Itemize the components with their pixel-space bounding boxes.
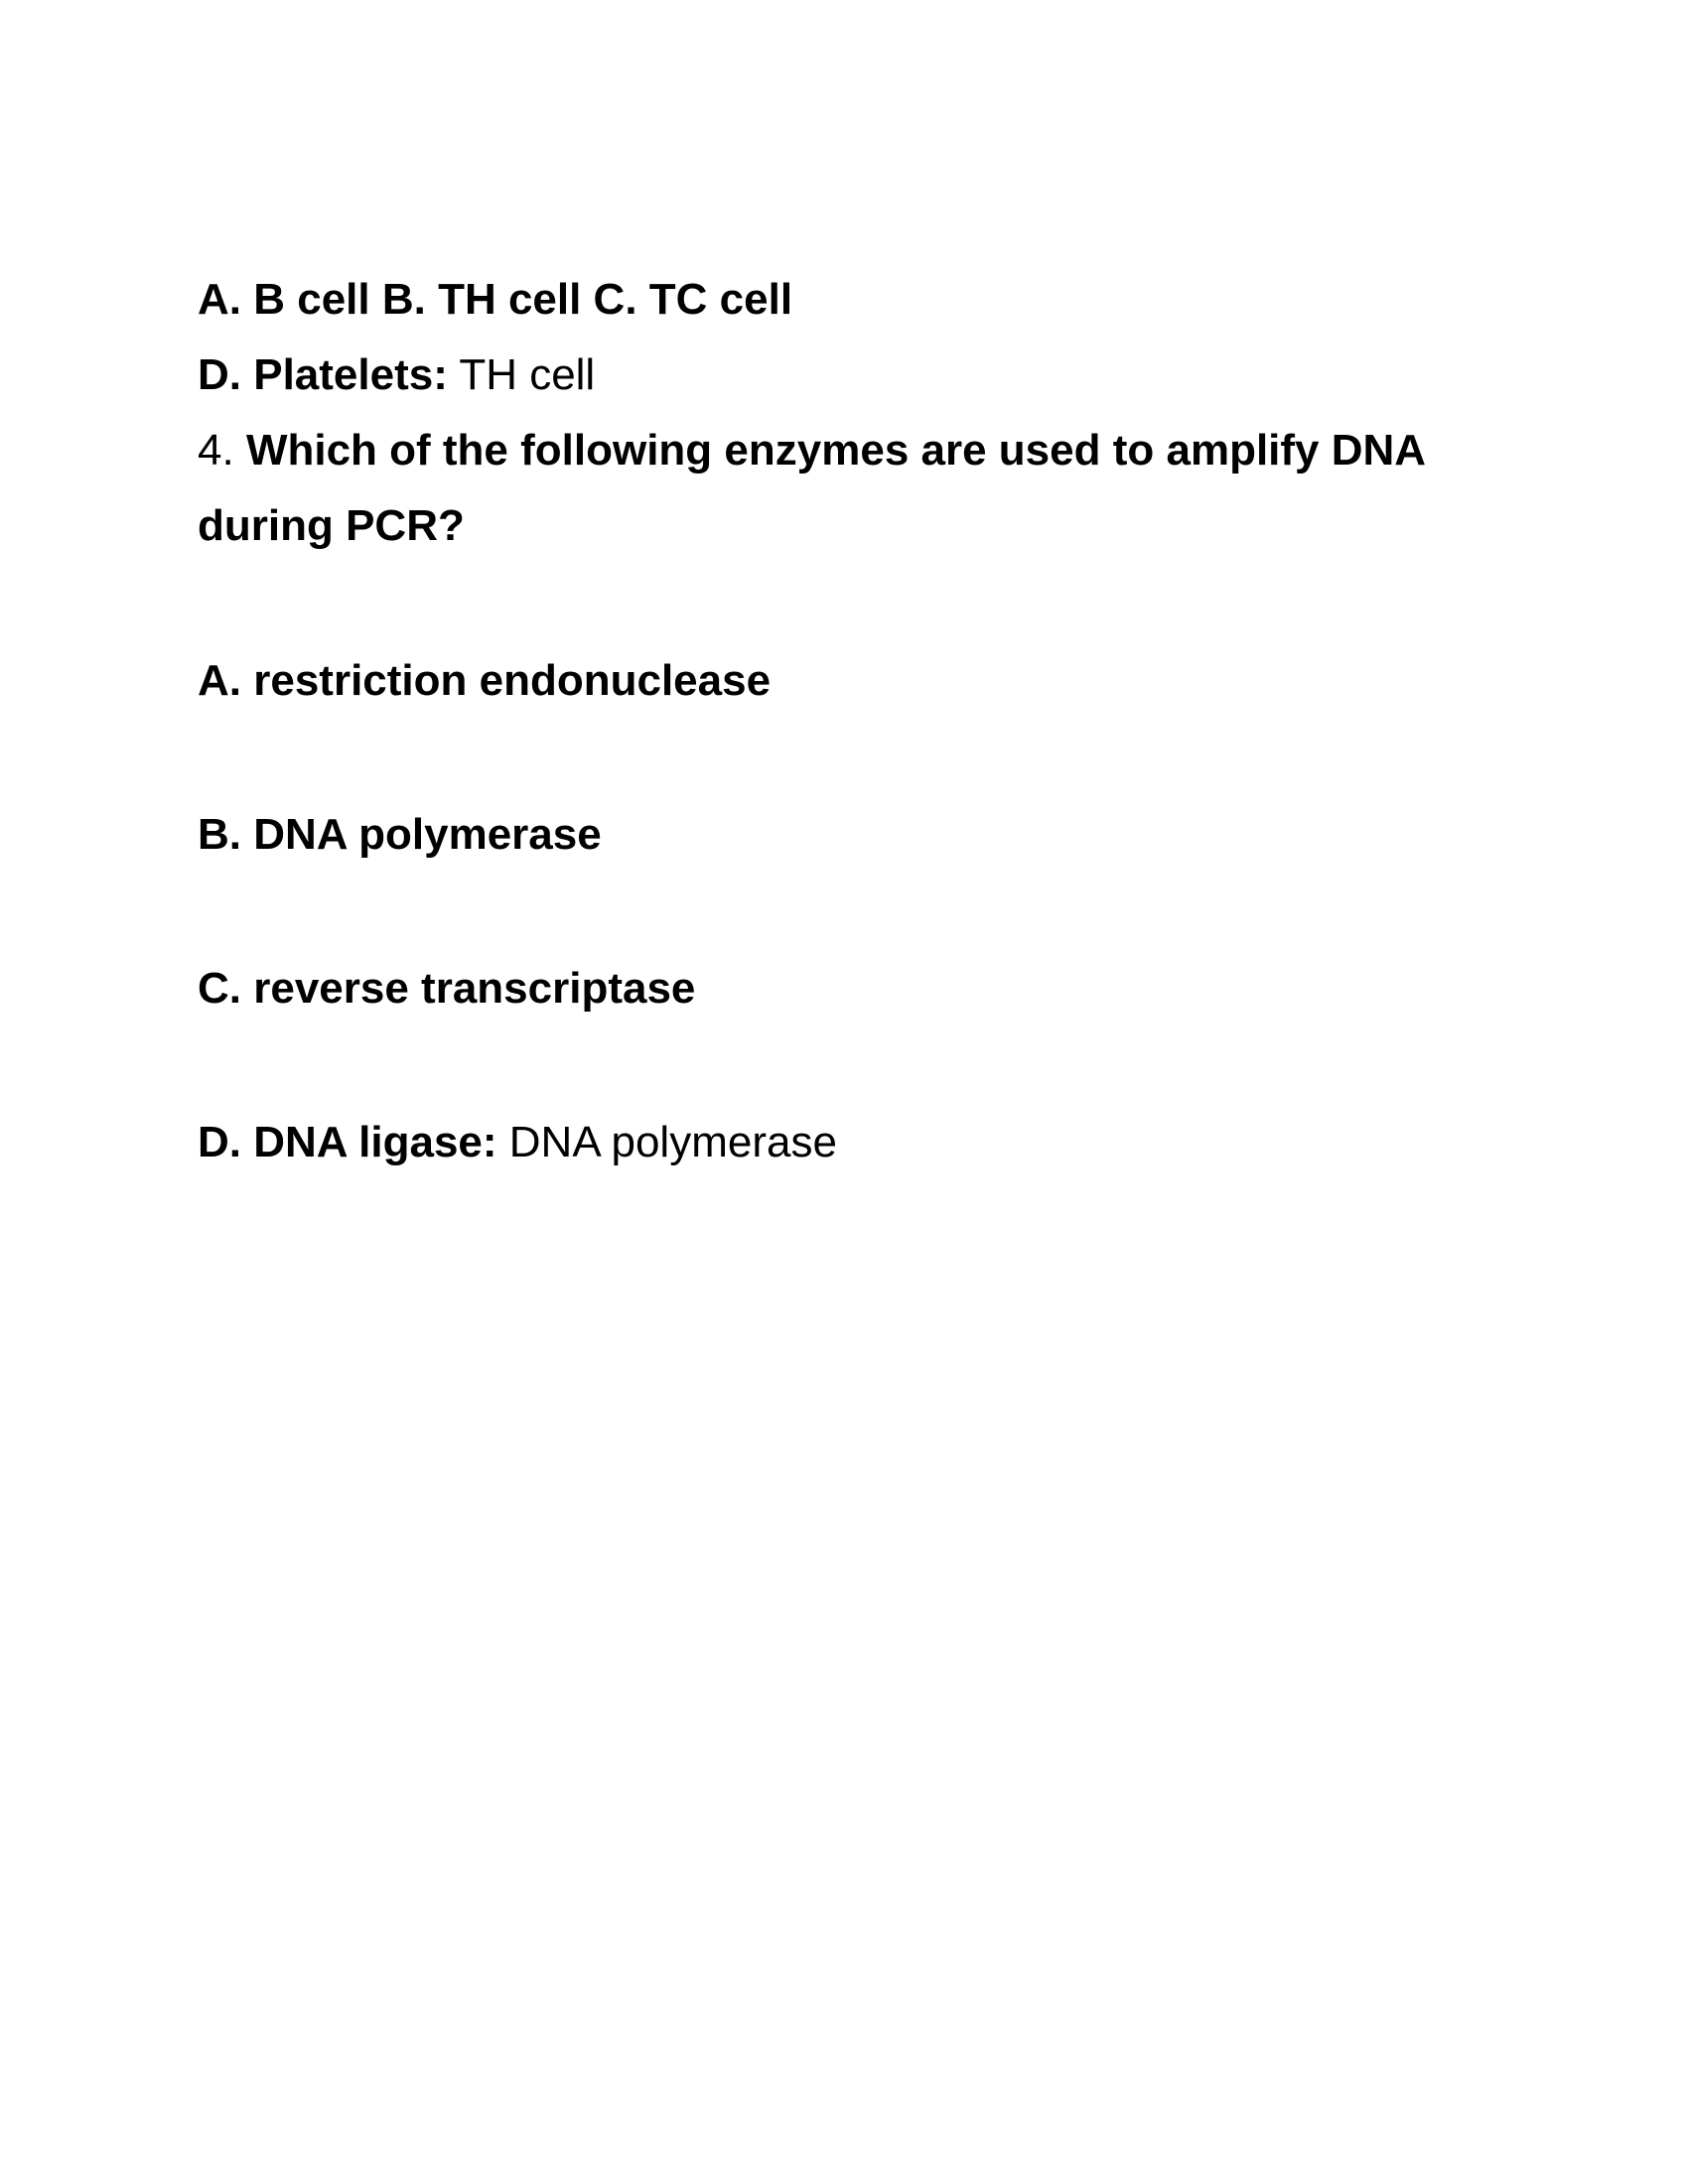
question-number: 4. — [198, 426, 234, 475]
option-a-text: A. restriction endonuclease — [198, 656, 772, 705]
option-c — [198, 963, 695, 1015]
question-heading-line-2 — [198, 500, 465, 552]
previous-options-text: A. B cell B. TH cell C. TC cell — [198, 275, 793, 324]
option-a — [198, 655, 771, 707]
previous-answer-line — [198, 349, 595, 401]
option-d-text: D. DNA ligase: — [198, 1118, 497, 1166]
option-b-text: B. DNA polymerase — [198, 810, 602, 859]
previous-options-line — [198, 274, 792, 326]
question-heading-line-1 — [198, 425, 1426, 477]
previous-last-option: D. Platelets: — [198, 350, 448, 399]
previous-answer: TH cell — [459, 350, 596, 399]
option-b — [198, 809, 602, 861]
option-d-with-answer — [198, 1117, 837, 1168]
question-answer: DNA polymerase — [508, 1118, 837, 1166]
option-c-text: C. reverse transcriptase — [198, 964, 696, 1013]
question-text-part-2: during PCR? — [198, 501, 465, 550]
question-text-part-1: Which of the following enzymes are used to amplify DNA — [245, 426, 1427, 475]
